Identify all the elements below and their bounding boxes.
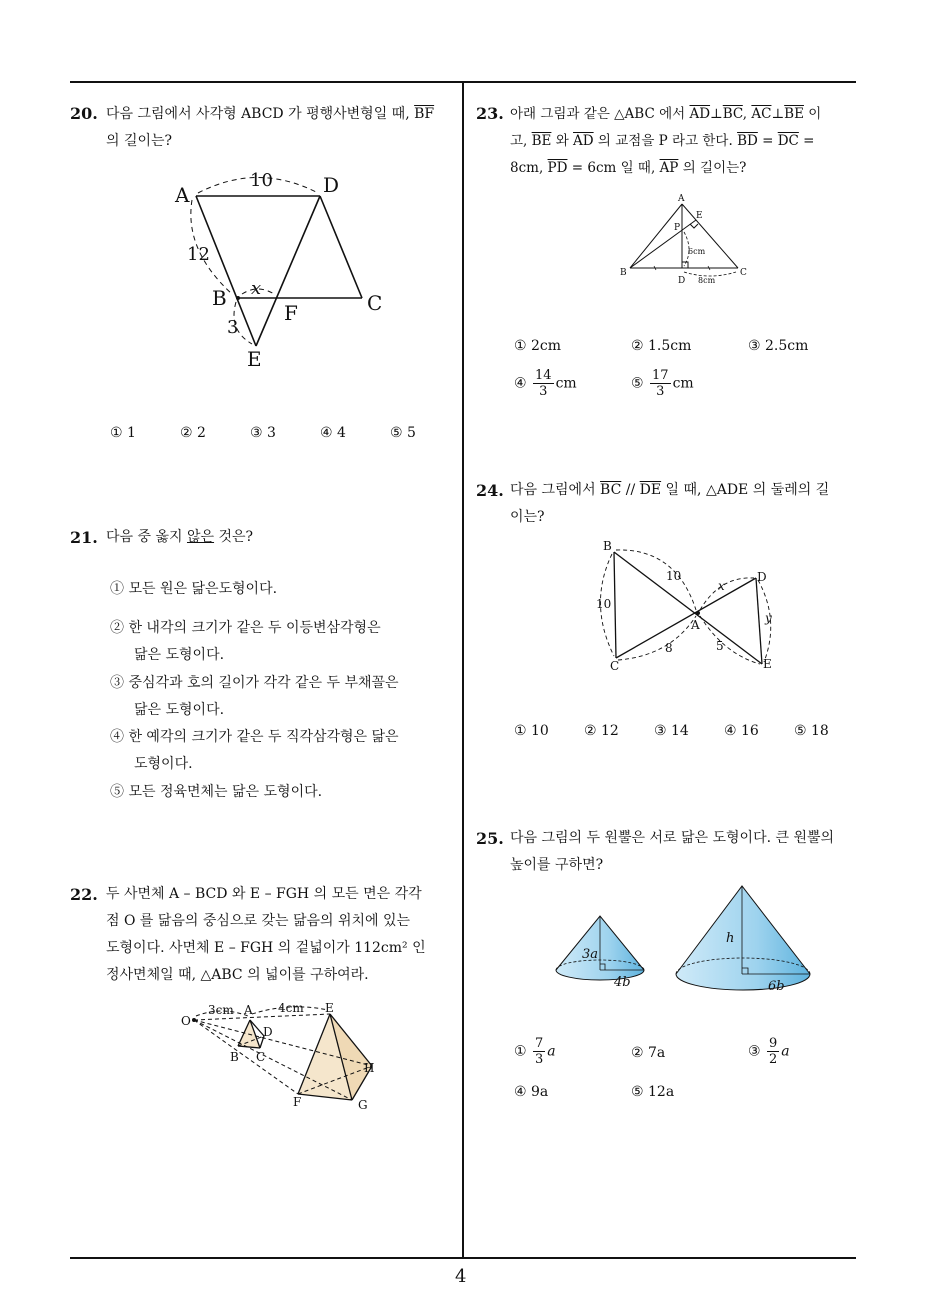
q23-option-5[interactable]: ⑤ $\frac{17}{3}$ cm bbox=[631, 368, 694, 399]
q25-small-radius: 4b bbox=[614, 975, 631, 990]
q22-len-ae: 4cm bbox=[278, 1001, 304, 1015]
q24-label-c: C bbox=[610, 659, 620, 672]
q20-label-x: x bbox=[251, 278, 262, 299]
q24-len-ae: 5 bbox=[716, 639, 724, 653]
q24-label-y: y bbox=[765, 611, 772, 625]
q20-label-b: B bbox=[212, 286, 227, 310]
q25-option-2[interactable]: ② 7a bbox=[631, 1045, 666, 1061]
q23-len-pd: 6cm bbox=[688, 247, 706, 256]
q22-label-b: B bbox=[230, 1050, 239, 1064]
q24-len-ac: 8 bbox=[665, 641, 673, 655]
q20-option-2[interactable]: ② 2 bbox=[180, 425, 206, 441]
q24-option-2[interactable]: ② 12 bbox=[584, 723, 619, 739]
q20-label-e: E bbox=[247, 347, 262, 371]
q25-small-cone bbox=[556, 916, 644, 980]
q23-option-1[interactable]: ① 2cm bbox=[514, 338, 562, 354]
q21-choice-4[interactable]: ④ 한 예각의 크기가 같은 두 직각삼각형은 닮은 도형이다. bbox=[110, 729, 399, 772]
q23-label-d: D bbox=[678, 276, 686, 286]
q22-label-e: E bbox=[325, 1001, 334, 1015]
q24-len-bc: 10 bbox=[596, 597, 612, 611]
q23-figure bbox=[610, 190, 760, 290]
q25-text: 다음 그림의 두 원뿔은 서로 닮은 도형이다. 큰 원뿔의 높이를 구하면? bbox=[510, 830, 835, 873]
q21-choice-5[interactable]: ⑤ 모든 정육면체는 닮은 도형이다. bbox=[110, 784, 323, 800]
q24-text: 다음 그림에서 $\overline{BC} // \overline{DE}$ 일 때, △ADE 의 둘레의 길 이는? bbox=[510, 482, 830, 525]
q24-label-a: A bbox=[691, 618, 700, 632]
q24-figure bbox=[590, 538, 790, 672]
q20-number: 20. bbox=[70, 104, 98, 123]
q24-option-1[interactable]: ① 10 bbox=[514, 723, 549, 739]
q21-choice-2[interactable]: ② 한 내각의 크기가 같은 두 이등변삼각형은 닮은 도형이다. bbox=[110, 620, 381, 663]
q23-label-c: C bbox=[740, 268, 747, 278]
q23-len-dc: 8cm bbox=[698, 276, 716, 285]
q20-len-ab: 12 bbox=[187, 244, 210, 265]
q25-number: 25. bbox=[476, 829, 504, 848]
q24-len-ab: 10 bbox=[666, 569, 682, 583]
q23-label-b: B bbox=[620, 268, 627, 278]
q24-label-e: E bbox=[763, 657, 772, 671]
q22-label-c: C bbox=[256, 1050, 266, 1064]
bottom-rule bbox=[70, 1257, 856, 1259]
q21-choice-1[interactable]: ① 모든 원은 닮은도형이다. bbox=[110, 581, 278, 597]
q22-label-g: G bbox=[358, 1098, 368, 1112]
q24-label-d: D bbox=[757, 570, 767, 584]
q20-option-5[interactable]: ⑤ 5 bbox=[390, 425, 416, 441]
q23-option-3[interactable]: ③ 2.5cm bbox=[748, 338, 809, 354]
q25-option-5[interactable]: ⑤ 12a bbox=[631, 1084, 675, 1100]
q20-label-a: A bbox=[175, 183, 190, 207]
q20-label-c: C bbox=[367, 291, 383, 315]
q25-big-radius: 6b bbox=[768, 979, 785, 994]
q23-number: 23. bbox=[476, 104, 504, 123]
q23-label-p: P bbox=[674, 223, 681, 233]
q20-option-4[interactable]: ④ 4 bbox=[320, 425, 346, 441]
q20-len-ad: 10 bbox=[250, 170, 273, 191]
q22-label-d: D bbox=[263, 1025, 273, 1039]
q22-len-oa: 3cm bbox=[208, 1003, 234, 1017]
page-number: 4 bbox=[455, 1266, 467, 1287]
q22-figure bbox=[180, 998, 380, 1113]
q25-big-height: h bbox=[726, 931, 735, 946]
q22-label-h: H bbox=[364, 1061, 375, 1075]
q25-big-cone bbox=[676, 886, 810, 990]
q24-number: 24. bbox=[476, 481, 504, 500]
q22-number: 22. bbox=[70, 885, 98, 904]
q20-option-3[interactable]: ③ 3 bbox=[250, 425, 276, 441]
q20-option-1[interactable]: ① 1 bbox=[110, 425, 136, 441]
q23-text: 아래 그림과 같은 △ABC 에서 $\overline{AD}\perp\overline{BC}$, $\overline{AC}\perp\overline{BE}$ 이 고, $\overline{BE}$ 와 $\overline{AD}$ 의 교점을 P 라고 한다. $\overline{BD} = \overline{DC}$ = 8cm, $\overline{PD} = 6cm$ 일 때, $\overline{AP}$ 의 길이는? bbox=[510, 106, 822, 176]
q25-small-height: 3a bbox=[582, 947, 599, 962]
q24-option-3[interactable]: ③ 14 bbox=[654, 723, 689, 739]
q22-label-a: A bbox=[244, 1003, 253, 1017]
q22-label-f: F bbox=[293, 1095, 302, 1109]
q22-label-o: O bbox=[181, 1014, 191, 1028]
q22-text: 두 사면체 A – BCD 와 E – FGH 의 모든 면은 각각 점 O 를 닮음의 중심으로 갖는 닮음의 위치에 있는 도형이다. 사면체 E – FGH 의 겉넓이가 112cm² 인 정사면체일 때, △ABC 의 넓이를 구하여라. bbox=[106, 886, 426, 983]
q24-label-b: B bbox=[603, 539, 612, 553]
q25-option-3[interactable]: ③ $\frac{9}{2}$ a bbox=[748, 1036, 790, 1067]
q25-option-1[interactable]: ① $\frac{7}{3}$ a bbox=[514, 1036, 556, 1067]
q25-option-4[interactable]: ④ 9a bbox=[514, 1084, 549, 1100]
q20-label-d: D bbox=[323, 173, 340, 197]
q20-label-f: F bbox=[284, 301, 298, 325]
q21-choice-3[interactable]: ③ 중심각과 호의 길이가 각각 같은 두 부채꼴은 닮은 도형이다. bbox=[110, 675, 399, 718]
column-divider bbox=[462, 83, 464, 1258]
q20-text: 다음 그림에서 사각형 ABCD 가 평행사변형일 때, $\overline{BF}$ 의 길이는? bbox=[106, 106, 435, 149]
q21-number: 21. bbox=[70, 528, 98, 547]
q20-figure bbox=[170, 160, 400, 375]
q24-option-5[interactable]: ⑤ 18 bbox=[794, 723, 829, 739]
q20-len-be: 3 bbox=[227, 317, 239, 338]
q21-text: 다음 중 옳지 않은 것은? bbox=[106, 529, 254, 545]
q24-option-4[interactable]: ④ 16 bbox=[724, 723, 759, 739]
q24-label-x: x bbox=[718, 579, 725, 593]
q23-option-2[interactable]: ② 1.5cm bbox=[631, 338, 692, 354]
q23-label-e: E bbox=[696, 211, 703, 221]
q25-figure bbox=[548, 880, 818, 1000]
q23-option-4[interactable]: ④ $\frac{14}{3}$ cm bbox=[514, 368, 577, 399]
q23-label-a: A bbox=[678, 194, 685, 204]
